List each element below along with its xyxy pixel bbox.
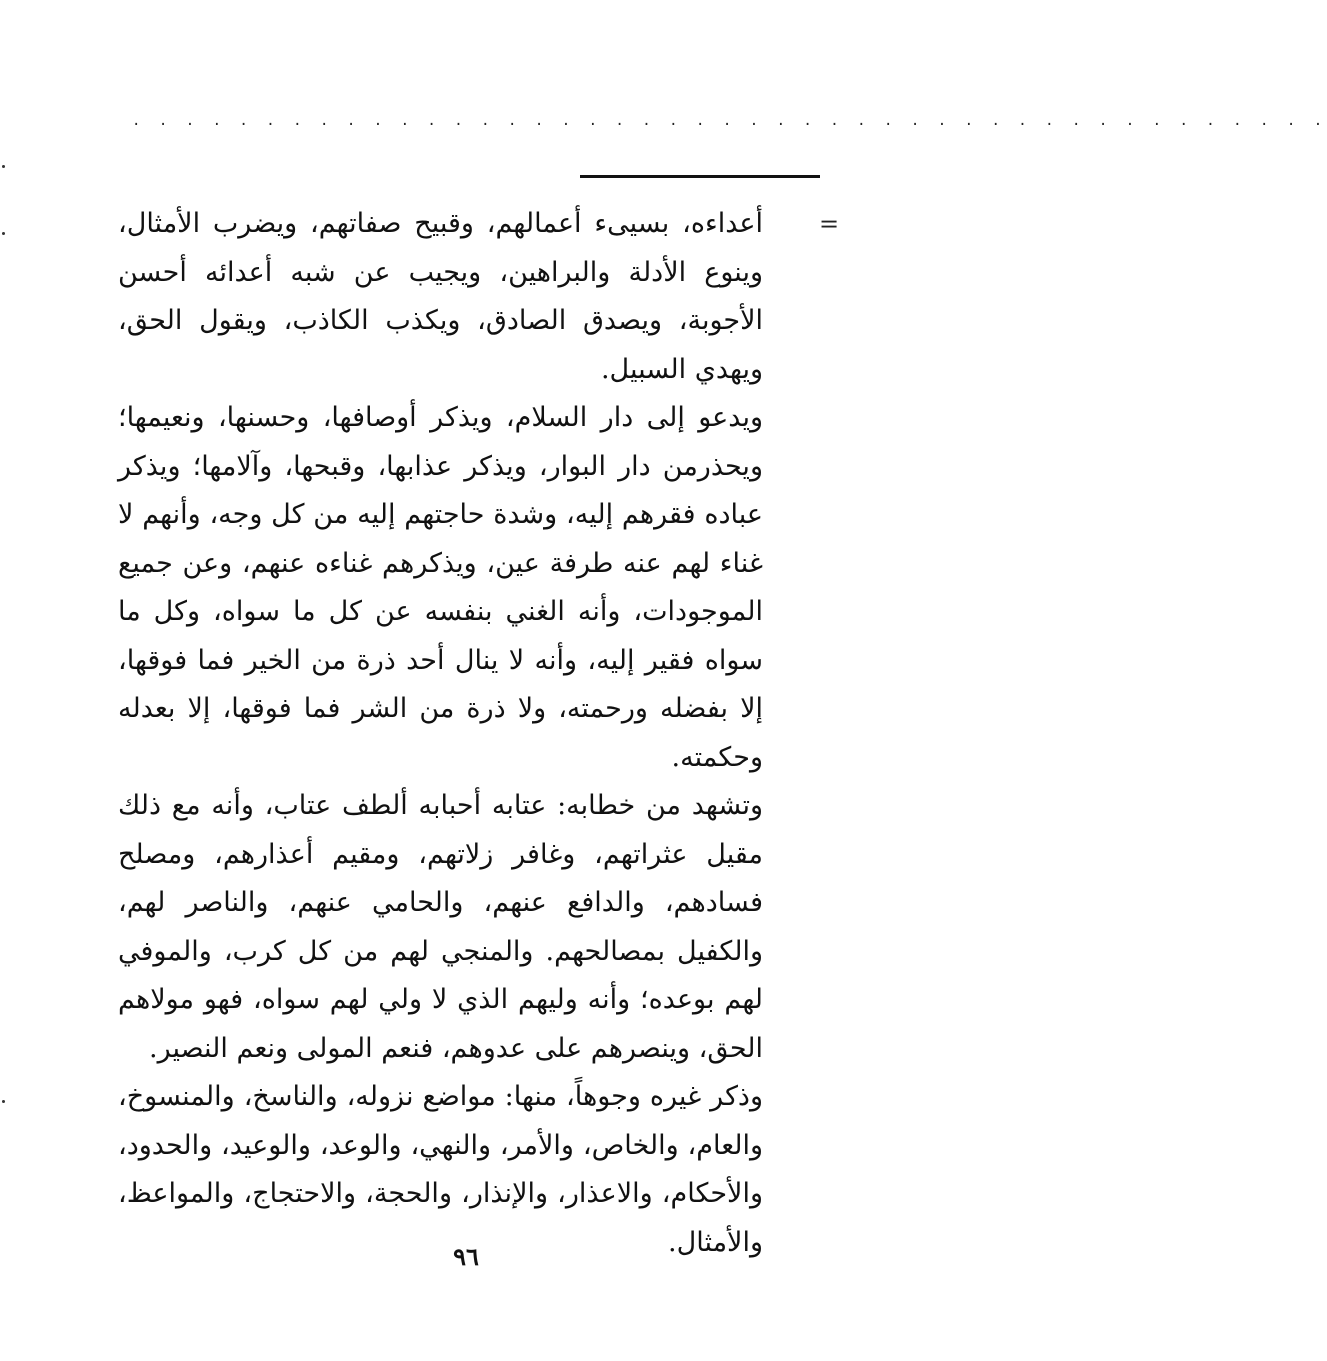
paragraph: وذكر غيره وجوهاً، منها: مواضع نزوله، والناسخ، والمنسوخ، والعام، والخاص، والأمر، والنهي، والوعد، والوعيد، والحدود، والأحكام، والاعذار، والإنذار، والحجة، والاحتجاج، والمواعظ، والأمثال. [118,1081,763,1258]
continuation-mark: = [819,210,840,238]
page-body [118,200,763,1267]
scan-speck [2,165,5,168]
scan-speck [2,232,5,235]
dotted-separator: . . . . . . . . . . . . . . . . . . . . . . . . . . . . . . . . . . . . . . . . . . . . . [132,113,1327,129]
paragraph: أعداءه، بسيىء أعمالهم، وقبيح صفاتهم، ويضرب الأمثال، وينوع الأدلة والبراهين، ويجيب عن شبه أعدائه أحسن الأجوبة، ويصدق الصادق، ويكذب الكاذب، ويقول الحق، ويهدي السبيل. [118,208,763,385]
paragraph: ويدعو إلى دار السلام، ويذكر أوصافها، وحسنها، ونعيمها؛ ويحذرمن دار البوار، ويذكر عذابها، وقبحها، وآلامها؛ ويذكر عباده فقرهم إليه، وشدة حاجتهم إليه من كل وجه، وأنهم لا غناء لهم عنه طرفة عين، ويذكرهم غناءه عنهم، وعن جميع الموجودات، وأنه الغني بنفسه عن كل ما سواه، وكل ما سواه فقير إليه، وأنه لا ينال أحد ذرة من الخير فما فوقها، إلا بفضله ورحمته، ولا ذرة من الشر فما فوقها، إلا بعدله وحكمته. [118,402,763,773]
paragraph: وتشهد من خطابه: عتابه أحبابه ألطف عتاب، وأنه مع ذلك مقيل عثراتهم، وغافر زلاتهم، ومقيم أعذارهم، ومصلح فسادهم، والدافع عنهم، والحامي عنهم، والناصر لهم، والكفيل بمصالحهم. والمنجي لهم من كل كرب، والموفي لهم بوعده؛ وأنه وليهم الذي لا ولي لهم سواه، فهو مولاهم الحق، وينصرهم على عدوهم، فنعم المولى ونعم النصير. [118,790,763,1064]
scan-speck [2,1100,5,1103]
page-number: ٩٦ [453,1242,479,1271]
footnote-rule [580,175,820,178]
